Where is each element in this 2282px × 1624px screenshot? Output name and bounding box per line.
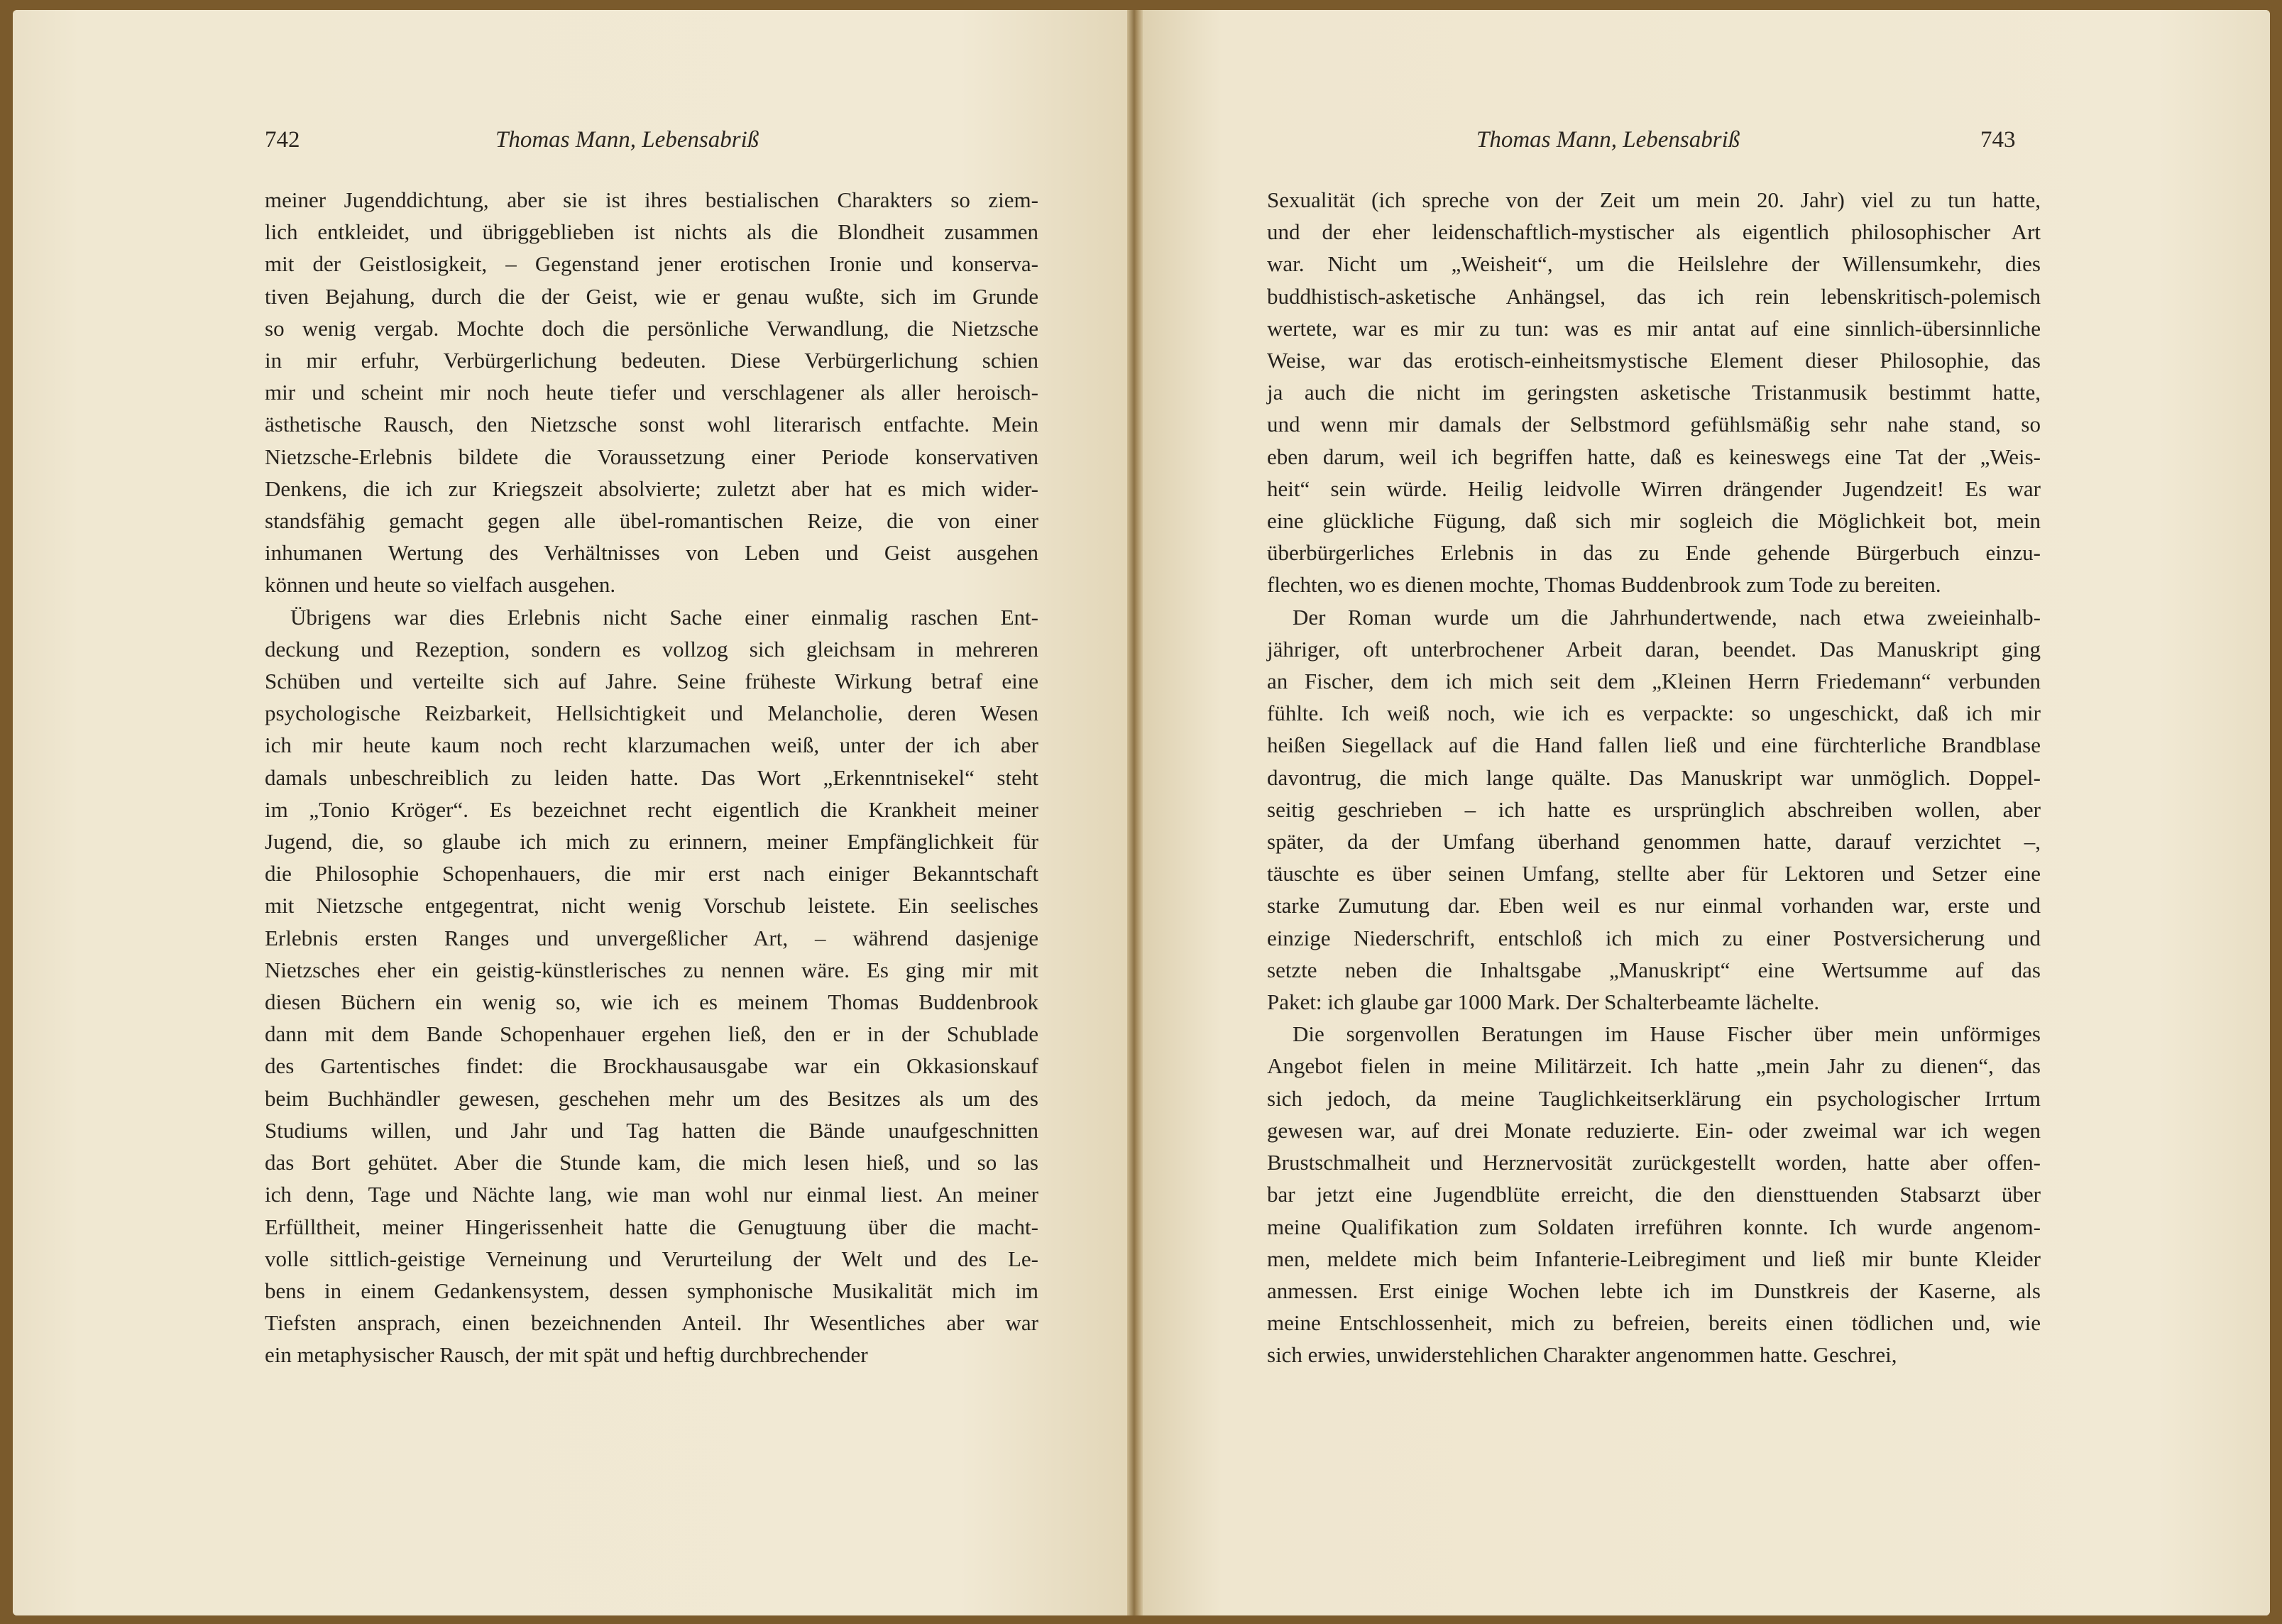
text-line: Studiums willen, und Jahr und Tag hatten die Bände unaufgeschnitten (265, 1117, 1038, 1143)
text-line: und wenn mir damals der Selbstmord gefühlsmäßig sehr nahe stand, so (1267, 412, 2041, 437)
text-line: des Gartentisches findet: die Brockhausausgabe war ein Okkasionskauf (265, 1053, 1038, 1079)
text-line: später, da der Umfang überhand genommen hatte, darauf verzichtet –, (1267, 829, 2041, 855)
text-line: standsfähig gemacht gegen alle übel-romantischen Reize, die von einer (265, 508, 1038, 534)
text-line: Die sorgenvollen Beratungen im Hause Fischer über mein unförmiges (1293, 1021, 2041, 1047)
text-line: die Philosophie Schopenhauers, die mir erst nach einiger Bekanntschaft (265, 861, 1038, 887)
text-line: Erlebnis ersten Ranges und unvergeßlicher Art, – während dasjenige (265, 925, 1038, 950)
text-line: sich erwies, unwiderstehlichen Charakter angenommen hatte. Geschrei, (1267, 1342, 1897, 1368)
text-line: tiven Bejahung, durch die der Geist, wie er genau wußte, sich im Grunde (265, 283, 1038, 309)
text-line: jähriger, oft unterbrochener Arbeit daran, beendet. Das Manuskript ging (1267, 636, 2041, 662)
text-line: ich mir heute kaum noch recht klarzumachen weiß, unter der ich aber (265, 733, 1038, 758)
text-line: heißen Siegellack auf die Hand fallen ließ und eine fürchterliche Brandblase (1267, 733, 2041, 758)
text-line: beim Buchhändler gewesen, geschehen mehr um des Besitzes als um des (265, 1085, 1038, 1111)
text-line: überbürgerliches Erlebnis in das zu Ende gehende Bürgerbuch einzu- (1267, 540, 2041, 566)
text-line: eben darum, weil ich begriffen hatte, daß es keineswegs eine Tat der „Weis- (1267, 444, 2041, 469)
text-line: ästhetische Rausch, den Nietzsche sonst wohl literarisch entfachte. Mein (265, 412, 1038, 437)
left-page (13, 10, 1127, 1615)
text-line: sich jedoch, da meine Tauglichkeitserklärung ein psychologischer Irrtum (1267, 1085, 2041, 1111)
text-line: seitig geschrieben – ich hatte es ursprünglich abschreiben wollen, aber (1267, 796, 2041, 822)
text-line: können und heute so vielfach ausgehen. (265, 572, 616, 598)
book-gutter (1127, 10, 1143, 1615)
text-line: bens in einem Gedankensystem, dessen symphonische Musikalität mich im (265, 1278, 1038, 1303)
text-line: lich entkleidet, und übriggeblieben ist nichts als die Blondheit zusammen (265, 219, 1038, 245)
running-head: Thomas Mann, Lebensabriß (495, 127, 759, 153)
text-line: ein metaphysischer Rausch, der mit spät und heftig durchbrechender (265, 1342, 868, 1368)
text-line: mit der Geistlosigkeit, – Gegenstand jener erotischen Ironie und konserva- (265, 251, 1038, 277)
page-number: 742 (265, 127, 300, 153)
text-line: gewesen war, auf drei Monate reduzierte. Ein- oder zweimal war ich wegen (1267, 1117, 2041, 1143)
text-line: das Bort gehütet. Aber die Stunde kam, die mich lesen hieß, und so las (265, 1150, 1038, 1175)
text-line: starke Zumutung dar. Eben weil es nur einmal vorhanden war, erste und (1267, 893, 2041, 918)
text-line: wertete, war es mir zu tun: was es mir antat auf eine sinnlich-übersinnliche (1267, 315, 2041, 341)
text-line: im „Tonio Kröger“. Es bezeichnet recht eigentlich die Krankheit meiner (265, 796, 1038, 822)
text-line: buddhistisch-asketische Anhängsel, das ich rein lebenskritisch-polemisch (1267, 283, 2041, 309)
text-line: Schüben und verteilte sich auf Jahre. Seine früheste Wirkung betraf eine (265, 669, 1038, 694)
text-line: flechten, wo es dienen mochte, Thomas Buddenbrook zum Tode zu bereiten. (1267, 572, 1941, 598)
text-line: Angebot fielen in meine Militärzeit. Ich hatte „mein Jahr zu dienen“, das (1267, 1053, 2041, 1079)
text-line: Nietzsches eher ein geistig-künstlerisches zu nennen wäre. Es ging mir mit (265, 957, 1038, 982)
text-line: deckung und Rezeption, sondern es vollzog sich gleichsam in mehreren (265, 636, 1038, 662)
text-line: täuschte es über seinen Umfang, stellte aber für Lektoren und Setzer eine (1267, 861, 2041, 887)
text-line: bar jetzt eine Jugendblüte erreicht, die den diensttuenden Stabsarzt über (1267, 1182, 2041, 1207)
text-line: meiner Jugenddichtung, aber sie ist ihres bestialischen Charakters so ziem- (265, 187, 1038, 212)
text-line: einzige Niederschrift, entschloß ich mich zu einer Postversicherung und (1267, 925, 2041, 950)
text-line: so wenig vergab. Mochte doch die persönliche Verwandlung, die Nietzsche (265, 315, 1038, 341)
text-line: volle sittlich-geistige Verneinung und Verurteilung der Welt und des Le- (265, 1246, 1038, 1271)
text-line: inhumanen Wertung des Verhältnisses von Leben und Geist ausgehen (265, 540, 1038, 566)
text-line: davontrug, die mich lange quälte. Das Manuskript war unmöglich. Doppel- (1267, 764, 2041, 790)
text-line: ja auch die nicht im geringsten asketische Tristanmusik bestimmt hatte, (1267, 380, 2041, 405)
text-line: setzte neben die Inhaltsgabe „Manuskript“ eine Wertsumme auf das (1267, 957, 2041, 982)
text-line: eine glückliche Fügung, daß sich mir sogleich die Möglichkeit bot, mein (1267, 508, 2041, 534)
text-line: an Fischer, dem ich mich seit dem „Kleinen Herrn Friedemann“ verbunden (1267, 669, 2041, 694)
text-line: dann mit dem Bande Schopenhauer ergehen ließ, den er in der Schublade (265, 1021, 1038, 1047)
text-line: Jugend, die, so glaube ich mich zu erinnern, meiner Empfänglichkeit für (265, 829, 1038, 855)
left-page-body (265, 184, 1038, 1371)
text-line: war. Nicht um „Weisheit“, um die Heilslehre der Willensumkehr, dies (1267, 251, 2041, 277)
text-line: Brustschmalheit und Herznervosität zurückgestellt worden, hatte aber offen- (1267, 1150, 2041, 1175)
text-line: Übrigens war dies Erlebnis nicht Sache einer einmalig raschen Ent- (290, 604, 1038, 630)
text-line: Sexualität (ich spreche von der Zeit um mein 20. Jahr) viel zu tun hatte, (1267, 187, 2041, 212)
text-line: Weise, war das erotisch-einheitsmystische Element dieser Philosophie, das (1267, 348, 2041, 373)
text-line: psychologische Reizbarkeit, Hellsichtigkeit und Melancholie, deren Wesen (265, 701, 1038, 726)
text-line: diesen Büchern ein wenig so, wie ich es meinem Thomas Buddenbrook (265, 989, 1038, 1015)
text-line: und der eher leidenschaftlich-mystischer als eigentlich philosophischer Art (1267, 219, 2041, 245)
page-number: 743 (1980, 127, 2016, 153)
book-spread (13, 10, 2270, 1615)
running-head: Thomas Mann, Lebensabriß (1476, 127, 1740, 153)
text-line: fühlte. Ich weiß noch, wie ich es verpackte: so ungeschickt, daß ich mir (1267, 701, 2041, 726)
text-line: Tiefsten ansprach, einen bezeichnenden Anteil. Ihr Wesentliches aber war (265, 1310, 1038, 1336)
text-line: anmessen. Erst einige Wochen lebte ich im Dunstkreis der Kaserne, als (1267, 1278, 2041, 1303)
text-line: Nietzsche-Erlebnis bildete die Voraussetzung einer Periode konservativen (265, 444, 1038, 469)
text-line: Erfülltheit, meiner Hingerissenheit hatte die Genugtuung über die macht- (265, 1214, 1038, 1239)
text-line: meine Entschlossenheit, mich zu befreien, bereits einen tödlichen und, wie (1267, 1310, 2041, 1336)
text-line: damals unbeschreiblich zu leiden hatte. Das Wort „Erkenntnisekel“ steht (265, 764, 1038, 790)
text-line: meine Qualifikation zum Soldaten irreführen konnte. Ich wurde angenom- (1267, 1214, 2041, 1239)
text-line: mit Nietzsche entgegentrat, nicht wenig Vorschub leistete. Ein seelisches (265, 893, 1038, 918)
text-line: Der Roman wurde um die Jahrhundertwende, nach etwa zweieinhalb- (1293, 604, 2041, 630)
text-line: Denkens, die ich zur Kriegszeit absolvierte; zuletzt aber hat es mich wider- (265, 476, 1038, 501)
right-page-body (1267, 184, 2041, 1371)
text-line: in mir erfuhr, Verbürgerlichung bedeuten. Diese Verbürgerlichung schien (265, 348, 1038, 373)
text-line: Paket: ich glaube gar 1000 Mark. Der Schalterbeamte lächelte. (1267, 989, 1820, 1015)
text-line: ich denn, Tage und Nächte lang, wie man wohl nur einmal liest. An meiner (265, 1182, 1038, 1207)
text-line: heit“ sein würde. Heilig leidvolle Wirren drängender Jugendzeit! Es war (1267, 476, 2041, 501)
text-line: men, meldete mich beim Infanterie-Leibregiment und ließ mir bunte Kleider (1267, 1246, 2041, 1271)
right-page (1143, 10, 2270, 1615)
text-line: mir und scheint mir noch heute tiefer und verschlagener als aller heroisch- (265, 380, 1038, 405)
